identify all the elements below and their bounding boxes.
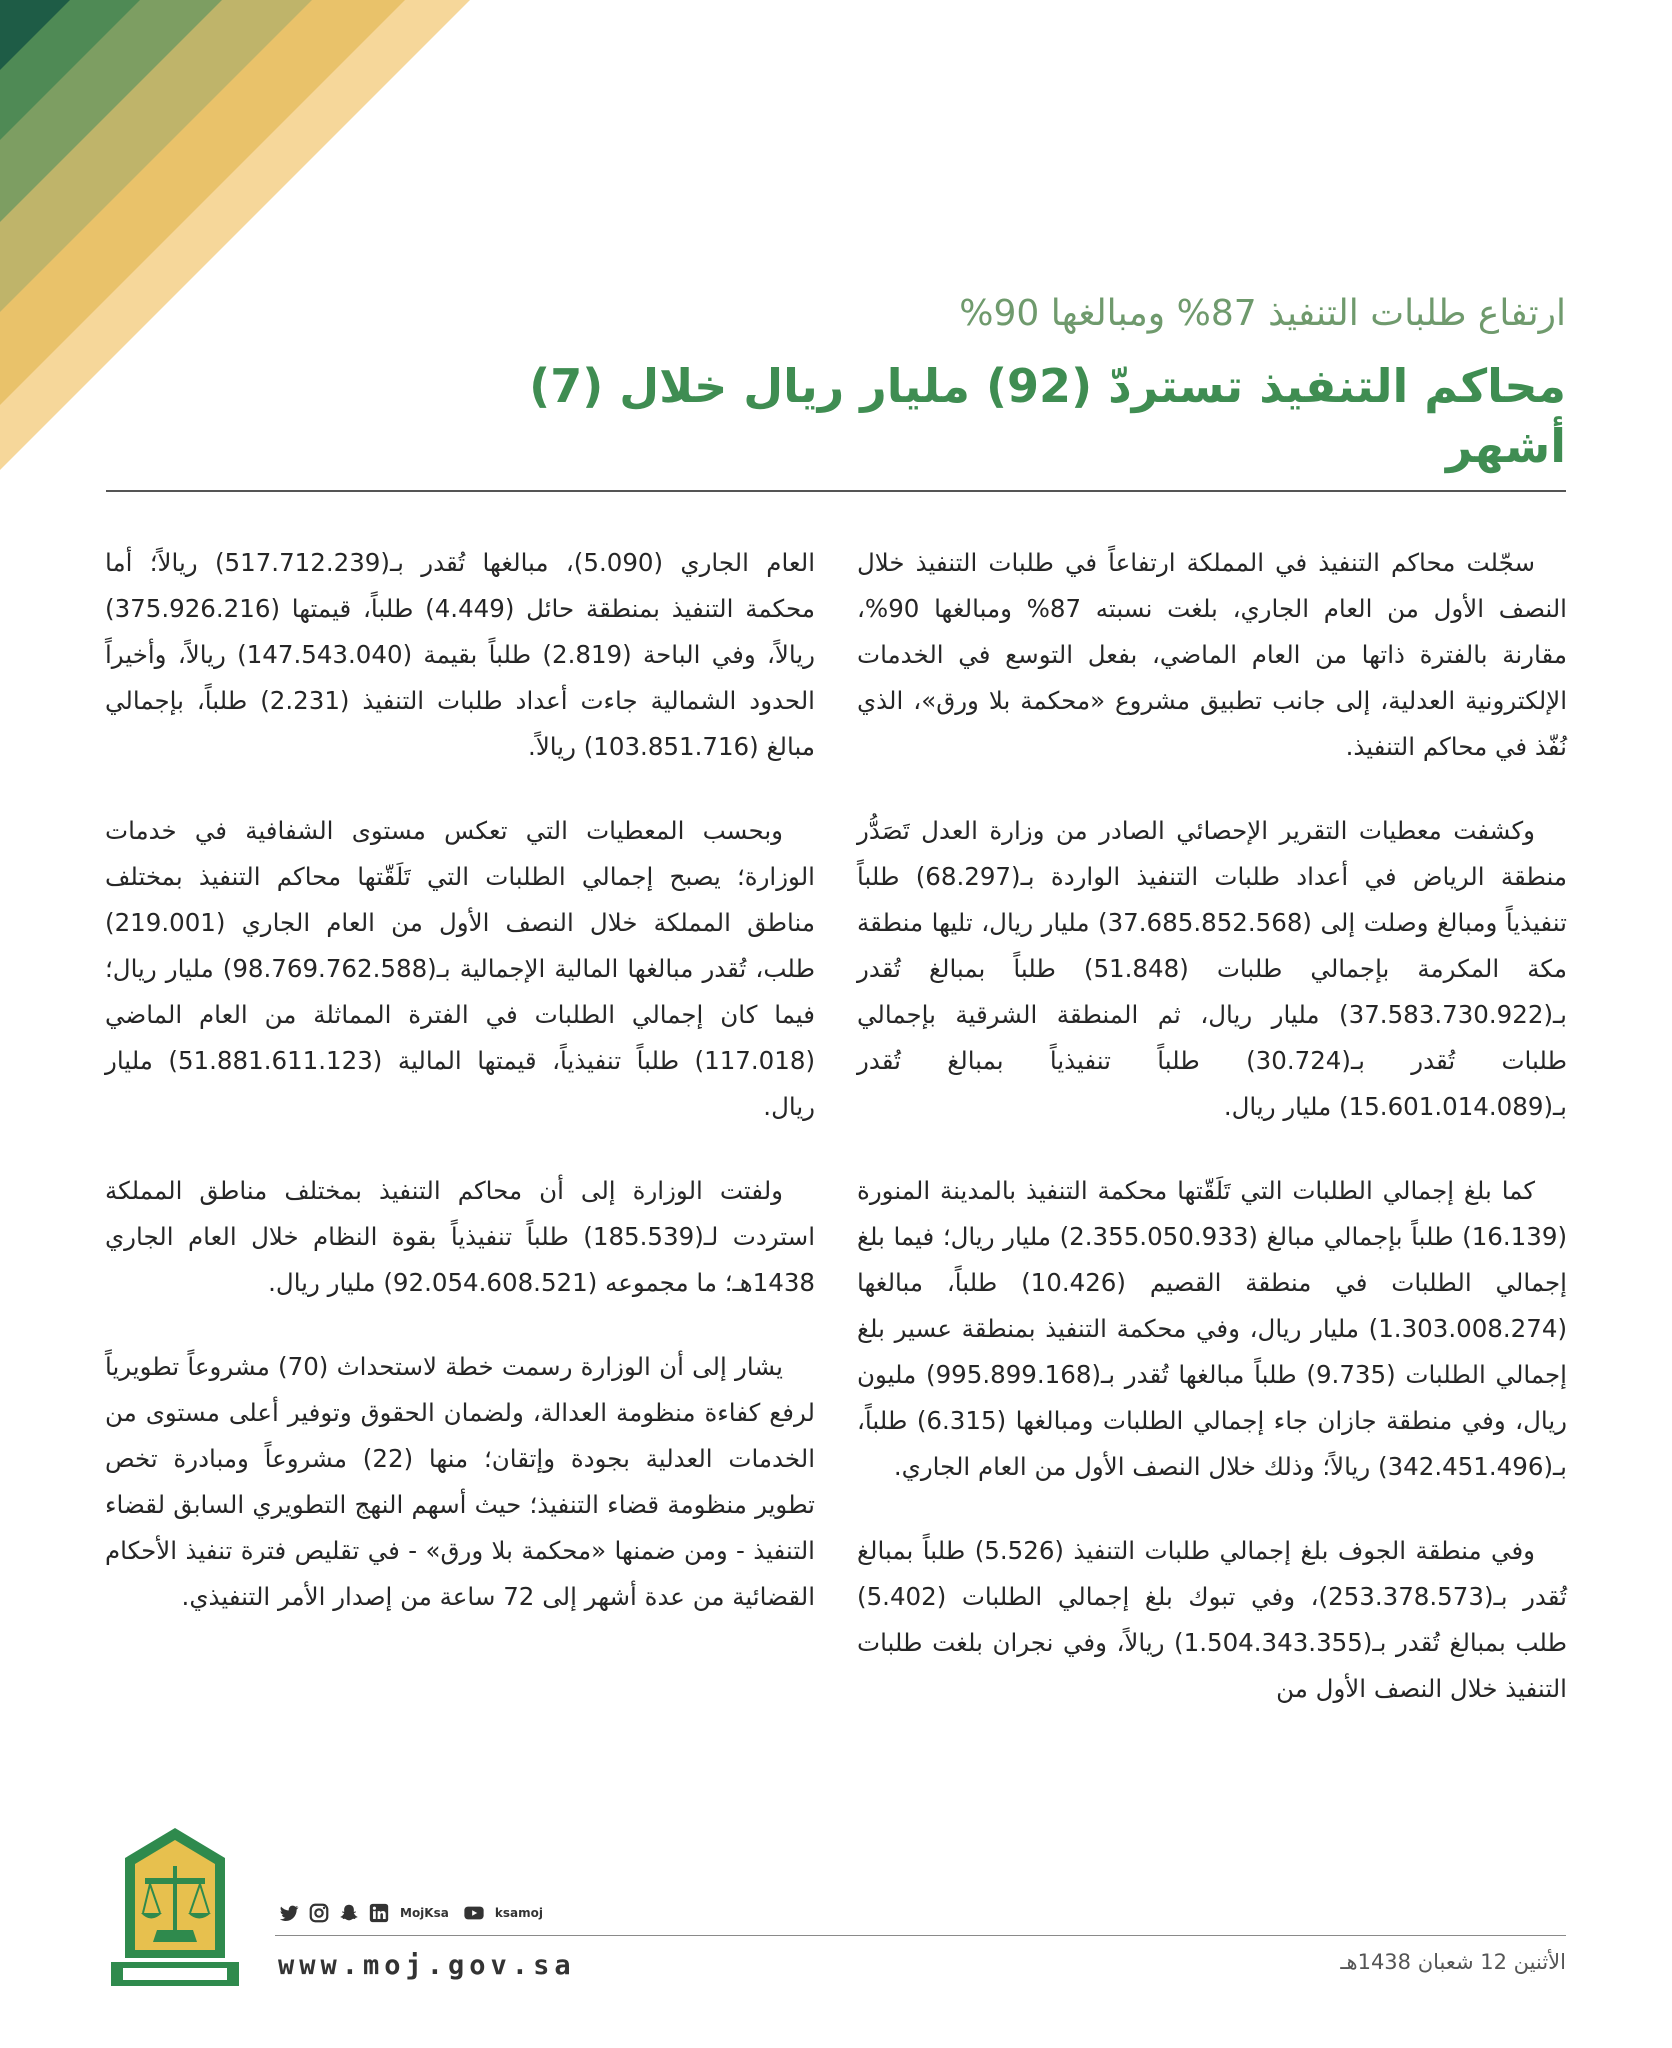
article-subtitle: ارتفاع طلبات التنفيذ 87% ومبالغها 90% [959, 293, 1566, 334]
linkedin-icon[interactable] [368, 1902, 390, 1924]
article-header [486, 290, 1566, 476]
footer-divider [275, 1935, 1566, 1936]
article-column-right [857, 540, 1567, 1750]
article-title: محاكم التنفيذ تستردّ (92) مليار ريال خلال (7) أشهر [529, 359, 1566, 473]
paragraph: العام الجاري (5.090)، مبالغها تُقدر بـ(517.712.239) ريالاً؛ أما محكمة التنفيذ بمنطقة حائل (4.449) طلباً، قيمتها (375.926.216) ريالاً، وفي الباحة (2.819) طلباً بقيمة (147.543.040) ريالاً، وأخيراً الحدود الشمالية جاءت أعداد طلبات التنفيذ (2.231) طلباً، بإجمالي مبالغ (103.851.716) ريالاً. [105, 548, 816, 761]
paragraph: ولفتت الوزارة إلى أن محاكم التنفيذ بمختلف مناطق المملكة استردت لـ(185.539) طلباً تنفيذياً بقوة النظام خلال العام الجاري 1438هـ؛ ما مجموعه (92.054.608.521) مليار ريال. [105, 1176, 815, 1297]
corner-stripes-decoration [0, 0, 470, 470]
ministry-of-justice-logo [105, 1818, 245, 1990]
paragraph: وبحسب المعطيات التي تعكس مستوى الشفافية في خدمات الوزارة؛ يصبح إجمالي الطلبات التي تَلَقّتها محاكم التنفيذ بمختلف مناطق المملكة خلال النصف الأول من العام الجاري (219.001) طلب، تُقدر مبالغها المالية الإجمالية بـ(98.769.762.588) مليار ريال؛ فيما كان إجمالي الطلبات في الفترة المماثلة من العام الماضي (117.018) طلباً تنفيذياً، قيمتها المالية (51.881.611.123) مليار ريال. [105, 816, 815, 1121]
social-handle-mojksa[interactable]: MojKsa [400, 1906, 449, 1920]
social-links [278, 1898, 549, 1928]
social-handle-ksamoj[interactable]: ksamoj [494, 1906, 543, 1920]
instagram-icon[interactable] [308, 1902, 330, 1924]
paragraph: سجّلت محاكم التنفيذ في المملكة ارتفاعاً في طلبات التنفيذ خلال النصف الأول من العام الجاري، بلغت نسبته 87% ومبالغها 90%، مقارنة بالفترة ذاتها من العام الماضي، بفعل التوسع في الخدمات الإلكترونية العدلية، إلى جانب تطبيق مشروع «محكمة بلا ورق»، الذي نُفّذ في محاكم التنفيذ. [857, 548, 1567, 761]
paragraph: كما بلغ إجمالي الطلبات التي تَلَقّتها محكمة التنفيذ بالمدينة المنورة (16.139) طلباً بإجمالي مبالغ (2.355.050.933) مليار ريال؛ فيما بلغ إجمالي الطلبات في منطقة القصيم (10.426) طلباً، مبالغها (1.303.008.274) مليار ريال، وفي محكمة التنفيذ بمنطقة عسير بلغ إجمالي الطلبات (9.735) طلباً مبالغها تُقدر بـ(995.899.168) مليون ريال، وفي منطقة جازان جاء إجمالي الطلبات ومبالغها (6.315) طلباً، بـ(342.451.496) ريالاً؛ وذلك خلال النصف الأول من العام الجاري. [857, 1176, 1568, 1481]
paragraph: يشار إلى أن الوزارة رسمت خطة لاستحداث (70) مشروعاً تطويرياً لرفع كفاءة منظومة العدالة، ولضمان الحقوق وتوفير أعلى مستوى من الخدمات العدلية بجودة وإتقان؛ منها (22) مشروعاً ومبادرة تخص تطوير منظومة قضاء التنفيذ؛ حيث أسهم النهج التطويري السابق لقضاء التنفيذ - ومن ضمنها «محكمة بلا ورق» - في تقليص فترة تنفيذ الأحكام القضائية من عدة أشهر إلى 72 ساعة من إصدار الأمر التنفيذي. [105, 1352, 816, 1611]
twitter-icon[interactable] [278, 1902, 300, 1924]
paragraph: وكشفت معطيات التقرير الإحصائي الصادر من وزارة العدل تَصَدُّر منطقة الرياض في أعداد طلبات التنفيذ الواردة بـ(68.297) طلباً تنفيذياً ومبالغ وصلت إلى (37.685.852.568) مليار ريال، تليها منطقة مكة المكرمة بإجمالي طلبات (51.848) طلباً بمبالغ تُقدر بـ(37.583.730.922) مليار ريال، ثم المنطقة الشرقية بإجمالي طلبات تُقدر بـ(30.724) طلباً تنفيذياً بمبالغ تُقدر بـ(15.601.014.089) مليار ريال. [857, 816, 1568, 1121]
publication-date: الأثنين 12 شعبان 1438هـ [1340, 1950, 1566, 1974]
article-column-left [105, 540, 815, 1658]
paragraph: وفي منطقة الجوف بلغ إجمالي طلبات التنفيذ (5.526) طلباً بمبالغ تُقدر بـ(253.378.573)، وفي تبوك بلغ إجمالي الطلبات (5.402) طلب بمبالغ تُقدر بـ(1.504.343.355) ريالاً، وفي نجران بلغت طلبات التنفيذ خلال النصف الأول من [857, 1536, 1568, 1703]
youtube-icon[interactable] [463, 1902, 485, 1924]
website-link[interactable]: www.moj.gov.sa [278, 1950, 576, 1981]
header-divider [106, 490, 1566, 492]
snapchat-icon[interactable] [338, 1902, 360, 1924]
